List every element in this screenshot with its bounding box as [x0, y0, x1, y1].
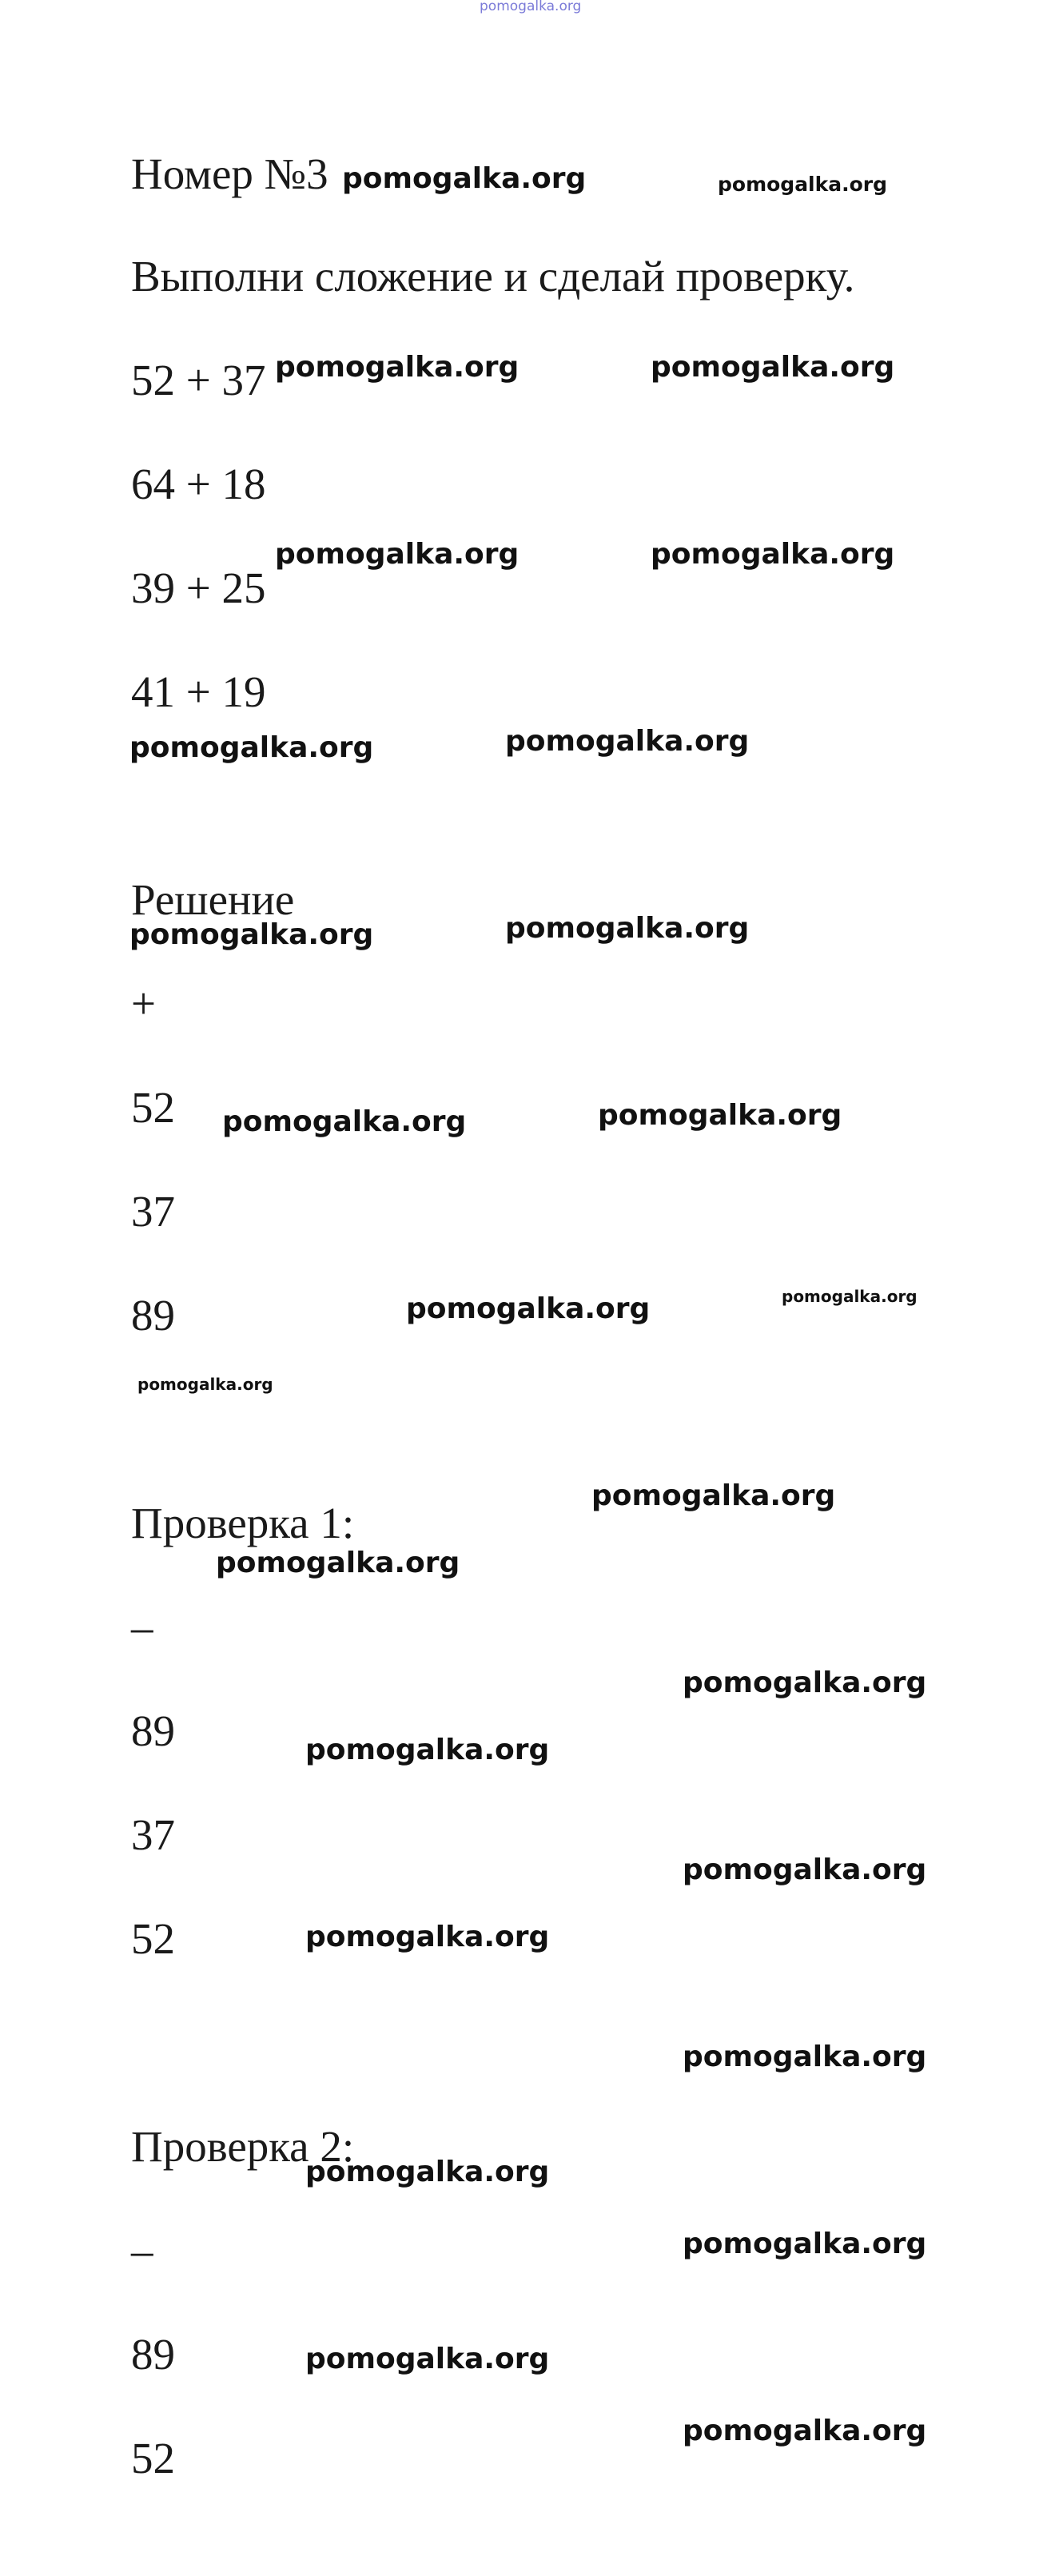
watermark: pomogalka.org	[718, 173, 888, 196]
expression-4: 41 + 19	[131, 667, 266, 716]
watermark: pomogalka.org	[129, 918, 374, 951]
check-1-result: 52	[131, 1914, 175, 1963]
check-1-operand-1: 89	[131, 1706, 175, 1755]
watermark: pomogalka.org	[305, 1734, 550, 1766]
watermark: pomogalka.org	[683, 2228, 927, 2260]
watermark: pomogalka.org	[505, 725, 750, 758]
watermark: pomogalka.org	[305, 2156, 550, 2188]
task-instruction: Выполни сложение и сделай проверку.	[131, 252, 855, 301]
expression-1: 52 + 37	[131, 356, 266, 404]
watermark: pomogalka.org	[342, 162, 587, 195]
check-2-operand-2: 52	[131, 2434, 175, 2482]
watermark: pomogalka.org	[591, 1479, 836, 1512]
expression-2: 64 + 18	[131, 460, 266, 508]
solution-heading: Решение	[131, 875, 295, 924]
solution-result: 89	[131, 1291, 175, 1340]
watermark: pomogalka.org	[683, 2415, 927, 2447]
watermark: pomogalka.org	[683, 1853, 927, 1886]
check-2-heading: Проверка 2:	[131, 2122, 355, 2171]
solution-operator: +	[131, 979, 157, 1028]
check-2-operator: –	[131, 2226, 153, 2275]
solution-operand-1: 52	[131, 1083, 175, 1132]
task-title: Номер №3	[131, 149, 328, 198]
watermark: pomogalka.org	[275, 351, 520, 384]
check-2-operand-1: 89	[131, 2330, 175, 2379]
watermark: pomogalka.org	[216, 1547, 460, 1579]
watermark: pomogalka.org	[305, 1921, 550, 1953]
watermark: pomogalka.org	[275, 538, 520, 571]
watermark: pomogalka.org	[683, 1666, 927, 1699]
watermark: pomogalka.org	[406, 1292, 651, 1325]
solution-operand-2: 37	[131, 1187, 175, 1236]
header-link[interactable]: pomogalka.org	[480, 0, 582, 14]
watermark: pomogalka.org	[782, 1287, 918, 1306]
check-1-operand-2: 37	[131, 1810, 175, 1859]
watermark: pomogalka.org	[305, 2343, 550, 2375]
watermark: pomogalka.org	[505, 912, 750, 945]
watermark: pomogalka.org	[683, 2040, 927, 2073]
watermark: pomogalka.org	[598, 1099, 842, 1132]
watermark: pomogalka.org	[137, 1375, 273, 1394]
check-1-heading: Проверка 1:	[131, 1499, 355, 1547]
watermark: pomogalka.org	[222, 1105, 467, 1138]
watermark: pomogalka.org	[129, 731, 374, 764]
watermark: pomogalka.org	[651, 351, 895, 384]
expression-3: 39 + 25	[131, 563, 266, 612]
watermark: pomogalka.org	[651, 538, 895, 571]
check-1-operator: –	[131, 1603, 153, 1651]
